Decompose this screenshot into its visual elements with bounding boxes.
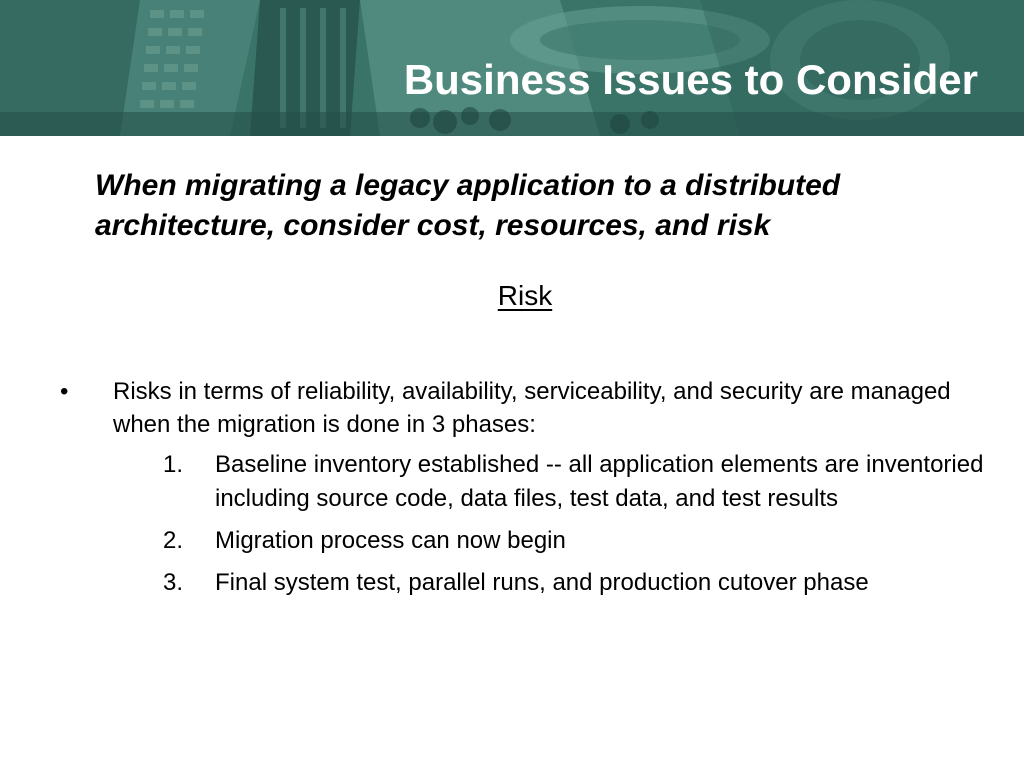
bullet-marker: •	[60, 378, 69, 405]
phase-text: Migration process can now begin	[215, 527, 566, 554]
phase-number: 1.	[163, 451, 184, 478]
bullet-item	[60, 375, 990, 441]
bullet-text: Risks in terms of reliability, availability, serviceability, and security are managed when the migration is done in 3 phases:	[113, 378, 951, 438]
phase-text: Baseline inventory established -- all application elements are inventoried including source code, data files, test data, and test results	[215, 451, 984, 512]
section-heading-risk: Risk	[497, 280, 553, 311]
phase-number: 3.	[163, 569, 184, 596]
phase-list	[163, 448, 993, 608]
phase-item-1	[163, 448, 993, 516]
phase-item-2	[163, 524, 993, 558]
slide-subtitle: When migrating a legacy application to a distributed architecture, consider cost, resources, and risk	[95, 169, 841, 242]
slide-title: Business Issues to Consider	[403, 56, 978, 103]
phase-number: 2.	[163, 527, 184, 554]
phase-text: Final system test, parallel runs, and production cutover phase	[215, 569, 869, 596]
phase-item-3	[163, 566, 993, 600]
header-banner	[0, 0, 1024, 136]
